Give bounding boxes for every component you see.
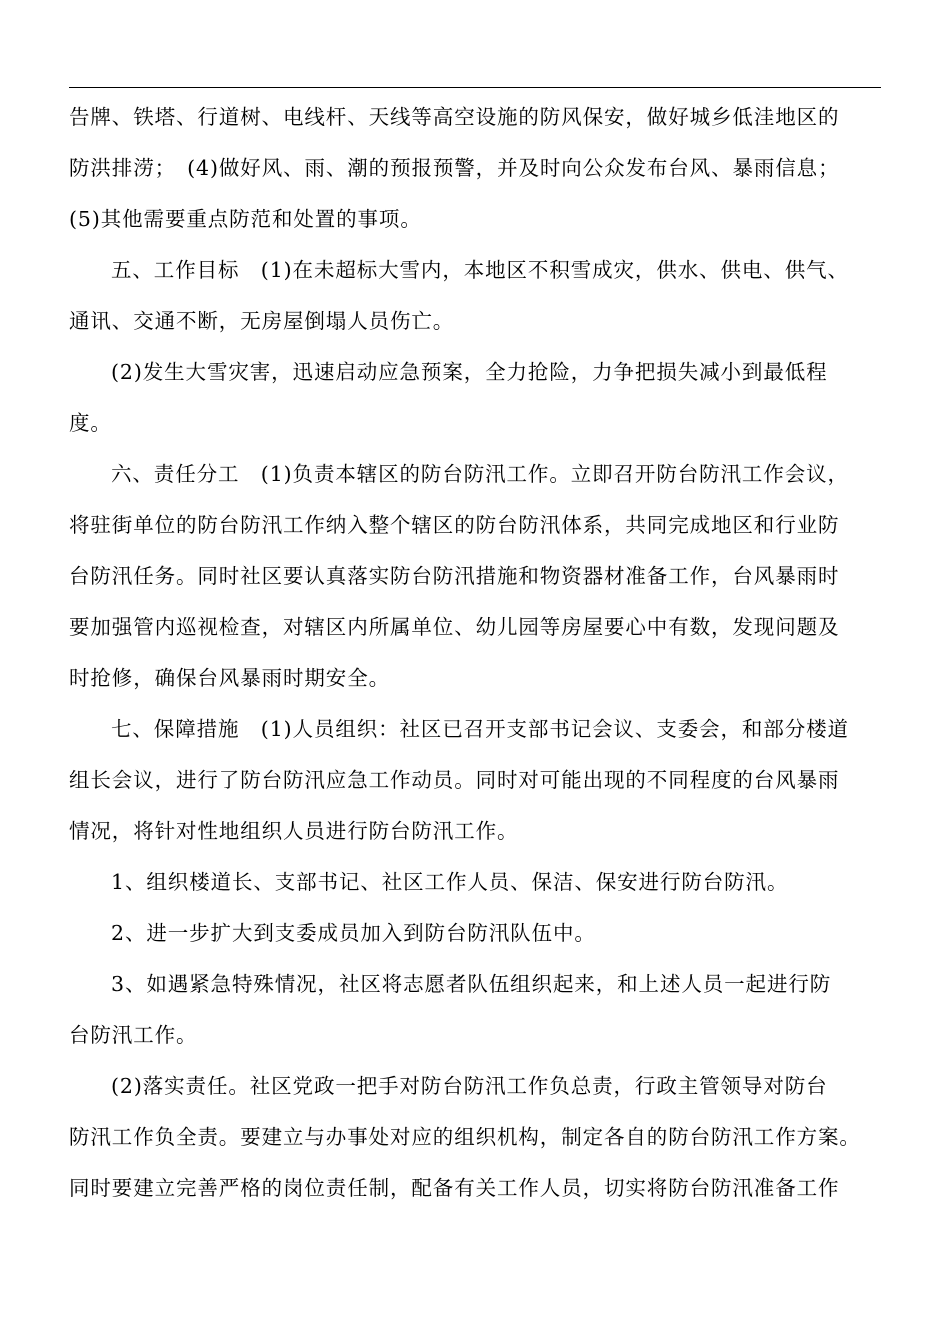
list-item-1 (69, 857, 881, 908)
text-line: 告牌、铁塔、行道树、电线杆、天线等高空设施的防风保安，做好城乡低洼地区的 (69, 105, 840, 129)
text-line: (2)发生大雪灾害，迅速启动应急预案，全力抢险，力争把损失减小到最低程 (111, 360, 828, 384)
paragraph-snow-disaster (69, 347, 881, 449)
text-line: 五、工作目标 (1)在未超标大雪内，本地区不积雪成灾，供水、供电、供气、 (111, 258, 849, 282)
list-item-3 (69, 959, 881, 1061)
text-line: 组长会议，进行了防台防汛应急工作动员。同时对可能出现的不同程度的台风暴雨 (69, 768, 840, 792)
text-line: 2、进一步扩大到支委成员加入到防台防汛队伍中。 (111, 921, 596, 945)
paragraph-continuation (69, 92, 881, 245)
paragraph-safeguards (69, 704, 881, 857)
text-line: 1、组织楼道长、支部书记、社区工作人员、保洁、保安进行防台防汛。 (111, 870, 789, 894)
text-line: 时抢修，确保台风暴雨时期安全。 (69, 666, 390, 690)
text-line: 台防汛任务。同时社区要认真落实防台防汛措施和物资器材准备工作，台风暴雨时 (69, 564, 840, 588)
text-line: (5)其他需要重点防范和处置的事项。 (69, 207, 422, 231)
text-line: 七、保障措施 (1)人员组织：社区已召开支部书记会议、支委会，和部分楼道 (111, 717, 849, 741)
text-line: 台防汛工作。 (69, 1023, 198, 1047)
paragraph-responsibilities (69, 449, 881, 704)
text-line: 3、如遇紧急特殊情况，社区将志愿者队伍组织起来，和上述人员一起进行防 (111, 972, 832, 996)
text-line: 防汛工作负全责。要建立与办事处对应的组织机构，制定各自的防台防汛工作方案。 (69, 1125, 861, 1149)
text-line: 六、责任分工 (1)负责本辖区的防台防汛工作。立即召开防台防汛工作会议， (111, 462, 849, 486)
paragraph-work-goals (69, 245, 881, 347)
header-rule (69, 87, 881, 88)
paragraph-implement-responsibility (69, 1061, 881, 1214)
text-line: 要加强管内巡视检查，对辖区内所属单位、幼儿园等房屋要心中有数，发现问题及 (69, 615, 840, 639)
text-line: 度。 (69, 411, 112, 435)
text-line: 将驻街单位的防台防汛工作纳入整个辖区的防台防汛体系，共同完成地区和行业防 (69, 513, 840, 537)
text-line: 情况，将针对性地组织人员进行防台防汛工作。 (69, 819, 519, 843)
text-line: 同时要建立完善严格的岗位责任制，配备有关工作人员，切实将防台防汛准备工作 (69, 1176, 840, 1200)
text-line: 通讯、交通不断，无房屋倒塌人员伤亡。 (69, 309, 455, 333)
list-item-2 (69, 908, 881, 959)
text-line: 防洪排涝； (4)做好风、雨、潮的预报预警，并及时向公众发布台风、暴雨信息； (69, 156, 840, 180)
document-body (69, 92, 881, 1214)
text-line: (2)落实责任。社区党政一把手对防台防汛工作负总责，行政主管领导对防台 (111, 1074, 828, 1098)
